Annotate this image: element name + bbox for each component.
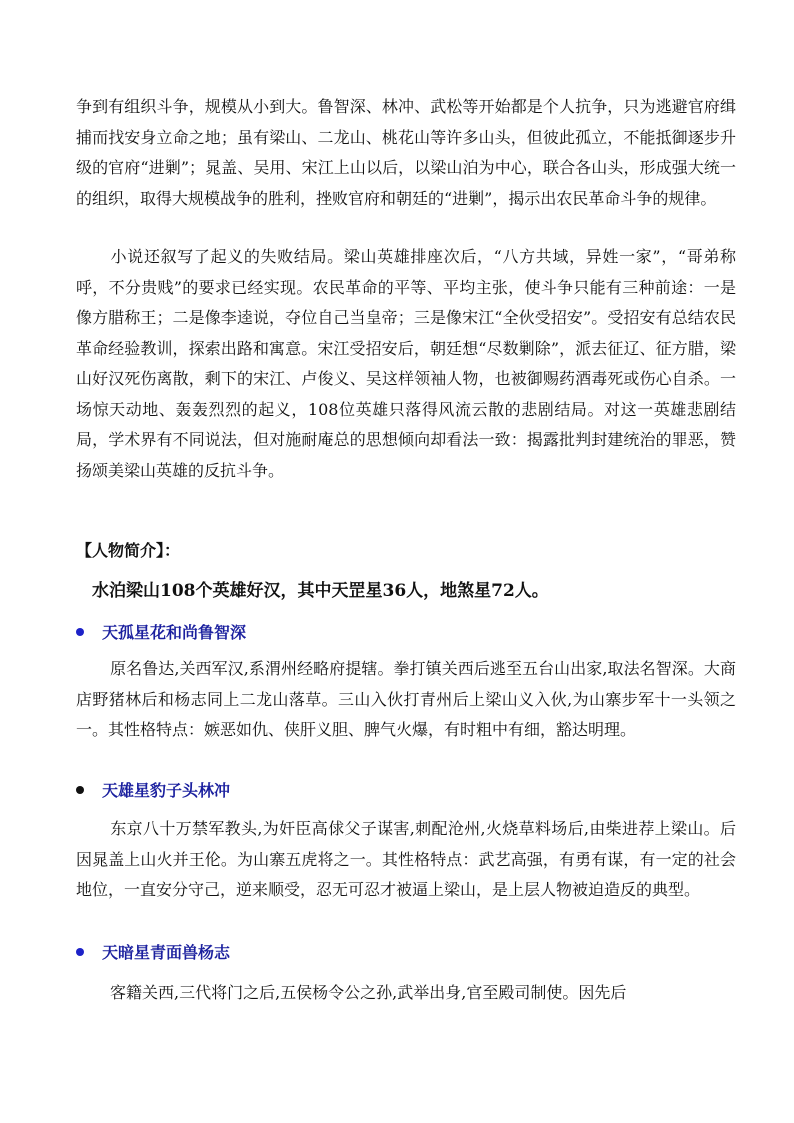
character-heading-label: 天孤星花和尚鲁智深 [102, 623, 247, 642]
character-heading-yang-zhi [76, 940, 230, 963]
paragraph-struggle [76, 92, 736, 214]
characters-summary: 水泊梁山108个英雄好汉，其中天罡星36人，地煞星72人。 [92, 581, 549, 601]
character-body-yang-zhi [76, 978, 736, 1009]
bullet-icon [76, 948, 84, 956]
character-heading-lu-zhishen [76, 620, 246, 643]
character-body-text: 东京八十万禁军教头,为奸臣高俅父子谋害,刺配沧州,火烧草料场后,由柴进荐上梁山。后因晁盖上山火并王伦。为山寨五虎将之一。其性格特点：武艺高强，有勇有谋，有一定的社会地位，一直安分守己，逆来顺受，忍无可忍才被逼上梁山，是上层人物被迫造反的典型。 [76, 819, 736, 899]
section-heading-characters: 【人物简介】： [76, 541, 181, 560]
bullet-icon [76, 786, 84, 794]
character-heading-label: 天暗星青面兽杨志 [102, 943, 231, 962]
character-body-text: 原名鲁达,关西军汉,系渭州经略府提辖。拳打镇关西后逃至五台山出家,取法名智深。大商店野猪林后和杨志同上二龙山落草。三山入伙打青州后上梁山义入伙,为山寨步军十一头领之一。其性格特点：嫉恶如仇、侠肝义胆、脾气火爆，有时粗中有细，豁达明理。 [76, 659, 736, 739]
character-body-lin-chong [76, 814, 736, 906]
character-heading-label: 天雄星豹子头林冲 [102, 781, 231, 800]
paragraph-failure [76, 242, 736, 486]
paragraph-text: 争到有组织斗争，规模从小到大。鲁智深、林冲、武松等开始都是个人抗争，只为逃避官府缉捕而找安身立命之地；虽有梁山、二龙山、桃花山等许多山头，但彼此孤立，不能抵御逐步升级的官府“进剿”；晁盖、吴用、宋江上山以后，以梁山泊为中心，联合各山头，形成强大统一的组织，取得大规模战争的胜利，挫败官府和朝廷的“进剿”，揭示出农民革命斗争的规律。 [76, 97, 736, 208]
paragraph-text: 小说还叙写了起义的失败结局。梁山英雄排座次后，“八方共域，异姓一家”，“哥弟称呼，不分贵贱”的要求已经实现。农民革命的平等、平均主张，使斗争只能有三种前途：一是像方腊称王；二是像李逵说，夺位自己当皇帝；三是像宋江“全伙受招安”。受招安有总结农民革命经验教训，探索出路和寓意。宋江受招安后，朝廷想“尽数剿除”，派去征辽、征方腊，梁山好汉死伤离散，剩下的宋江、卢俊义、吴这样领袖人物，也被御赐药酒毒死或伤心自杀。一场惊天动地、轰轰烈烈的起义，108位英雄只落得风流云散的悲剧结局。对这一英雄悲剧结局，学术界有不同说法，但对施耐庵总的思想倾向却看法一致：揭露批判封建统治的罪恶，赞扬颂美梁山英雄的反抗斗争。 [76, 247, 736, 480]
character-heading-lin-chong [76, 778, 230, 801]
character-body-lu-zhishen [76, 654, 736, 746]
bullet-icon [76, 628, 84, 636]
character-body-text: 客籍关西,三代将门之后,五侯杨令公之孙,武举出身,官至殿司制使。因先后 [110, 983, 627, 1002]
